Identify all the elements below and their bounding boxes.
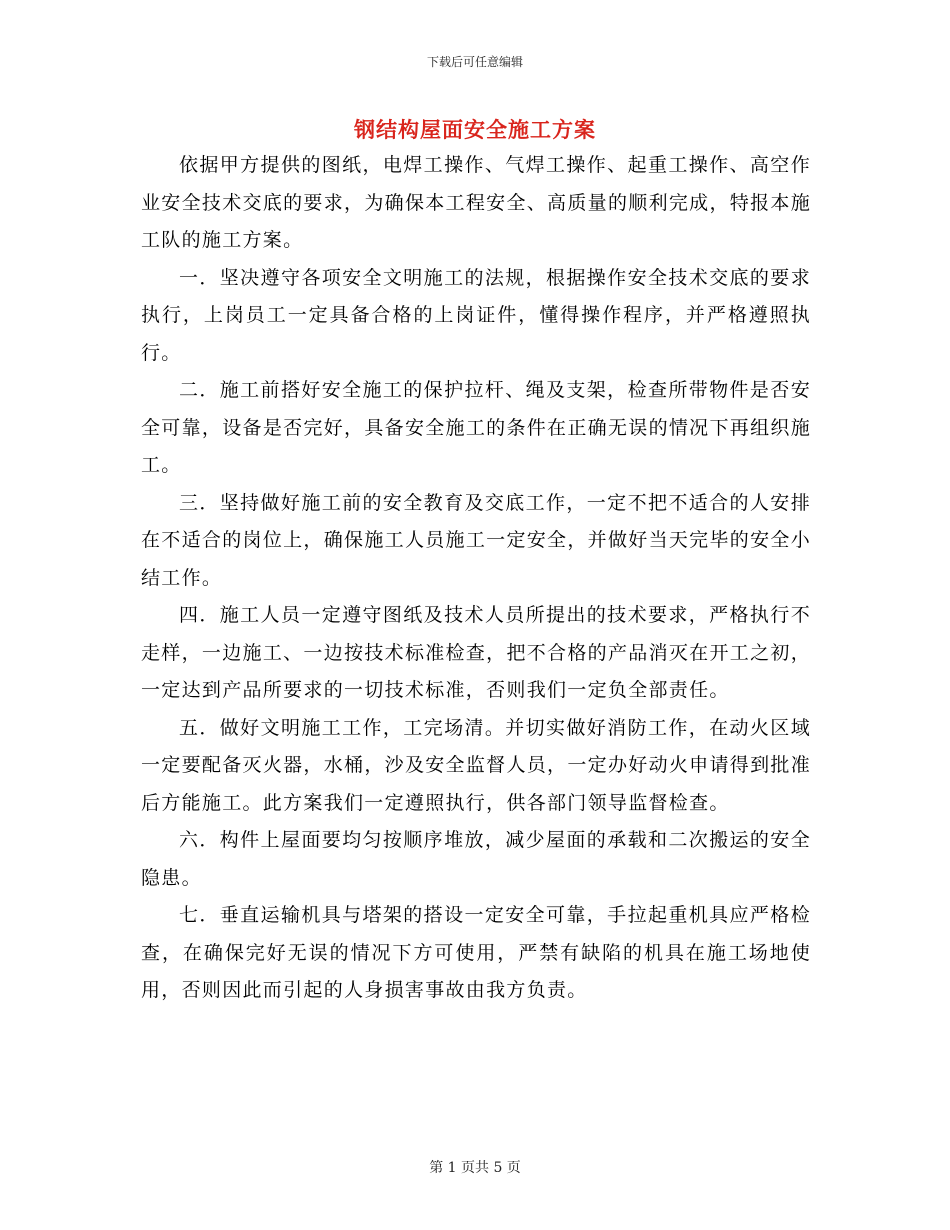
section-6-paragraph: 六．构件上屋面要均匀按顺序堆放，减少屋面的承载和二次搬运的安全隐患。 <box>141 829 811 889</box>
section-4-paragraph: 四．施工人员一定遵守图纸及技术人员所提出的技术要求，严格执行不走样，一边施工、一边按技术标准检查，把不合格的产品消灭在开工之初，一定达到产品所要求的一切技术标准，否则我们一定负全部责任。 <box>141 604 811 701</box>
section-3-paragraph: 三．坚持做好施工前的安全教育及交底工作，一定不把不适合的人安排在不适合的岗位上，确保施工人员施工一定安全，并做好当天完毕的安全小结工作。 <box>141 491 811 589</box>
page-number: 第 1 页共 5 页 <box>429 1160 521 1176</box>
document-title: 钢结构屋面安全施工方案 <box>354 117 596 142</box>
section-7-paragraph: 七．垂直运输机具与塔架的搭设一定安全可靠，手拉起重机具应严格检查，在确保完好无误的情况下方可使用，严禁有缺陷的机具在施工场地使用，否则因此而引起的人身损害事故由我方负责。 <box>141 904 811 1001</box>
header-note: 下载后可任意编辑 <box>426 55 523 69</box>
document-body <box>141 147 811 1010</box>
section-5-paragraph: 五．做好文明施工工作，工完场清。并切实做好消防工作，在动火区域一定要配备灭火器，水桶，沙及安全监督人员，一定办好动火申请得到批准后方能施工。此方案我们一定遵照执行，供各部门领导监督检查。 <box>141 716 811 814</box>
section-1-paragraph: 一．坚决遵守各项安全文明施工的法规，根据操作安全技术交底的要求执行，上岗员工一定具备合格的上岗证件，懂得操作程序，并严格遵照执行。 <box>141 266 811 364</box>
intro-paragraph: 依据甲方提供的图纸，电焊工操作、气焊工操作、起重工操作、高空作业安全技术交底的要求，为确保本工程安全、高质量的顺利完成，特报本施工队的施工方案。 <box>141 154 811 251</box>
section-2-paragraph: 二．施工前搭好安全施工的保护拉杆、绳及支架，检查所带物件是否安全可靠，设备是否完好，具备安全施工的条件在正确无误的情况下再组织施工。 <box>141 379 811 476</box>
